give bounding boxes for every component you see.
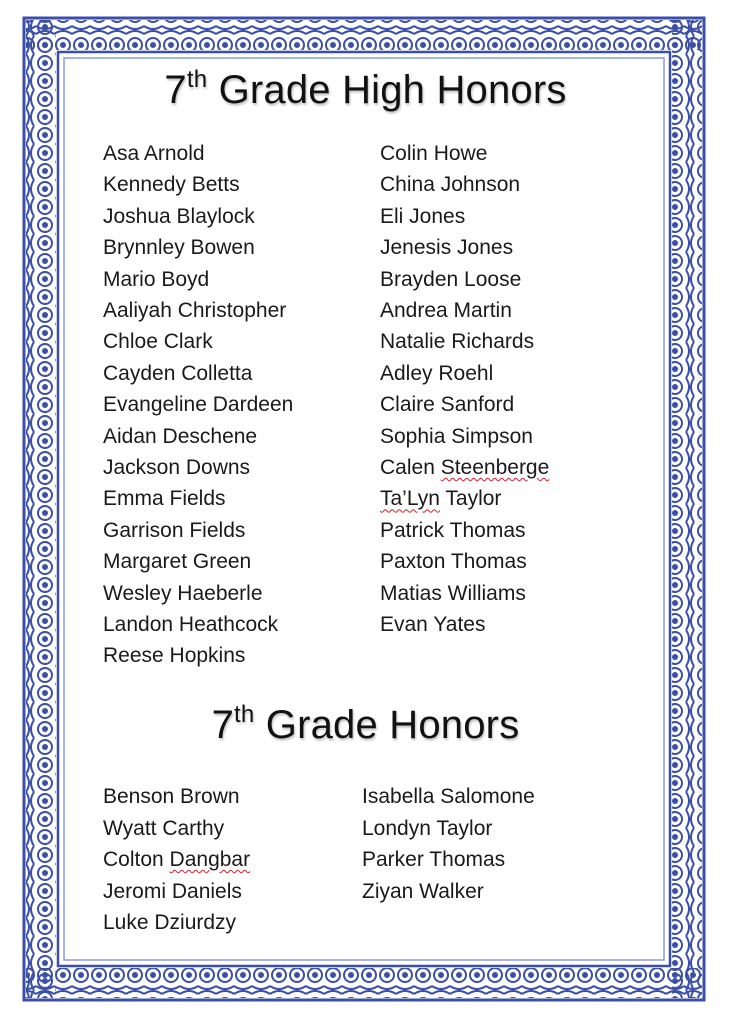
honoree-name: Andrea Martin <box>380 299 512 322</box>
honoree-name: Benson Brown <box>103 785 240 808</box>
honoree-name: Matias Williams <box>380 581 526 605</box>
honoree-name: Wesley Haeberle <box>103 581 263 605</box>
honoree-name: Claire Sanford <box>380 393 515 417</box>
honoree-name: Ziyan Walker <box>362 879 484 903</box>
honoree-name: Landon Heathcock <box>103 613 279 636</box>
honors-title-number: 7 <box>211 703 235 747</box>
honoree-name: Sophia Simpson <box>380 424 533 448</box>
honoree-name: Parker Thomas <box>362 848 506 871</box>
honoree-name: Ta’Lyn Taylor <box>380 487 502 511</box>
honoree-name: Mario Boyd <box>103 267 210 291</box>
honoree-name: Emma Fields <box>103 487 226 511</box>
honoree-name: Chloe Clark <box>103 330 213 354</box>
honors-title <box>0 700 731 748</box>
honoree-name: Jeromi Daniels <box>103 879 242 903</box>
honoree-name: Jenesis Jones <box>380 236 514 260</box>
honors-title-suffix: th <box>234 700 255 728</box>
honoree-name: Garrison Fields <box>103 518 246 542</box>
honoree-name: Colin Howe <box>380 142 488 165</box>
honoree-name: Brynnley Bowen <box>103 236 255 260</box>
honoree-name: Colton Dangbar <box>103 848 251 871</box>
honoree-name: Jackson Downs <box>103 456 251 479</box>
high-honors-title <box>0 65 731 113</box>
honoree-name: Paxton Thomas <box>380 550 527 574</box>
honoree-name: Margaret Green <box>103 550 252 574</box>
honoree-name: Natalie Richards <box>380 330 535 354</box>
honoree-name: Cayden Colletta <box>103 361 253 385</box>
honoree-name: Joshua Blaylock <box>103 204 255 228</box>
honoree-name: Aidan Deschene <box>103 424 258 448</box>
high-honors-title-text: Grade High Honors <box>207 68 567 112</box>
high-honors-title-number: 7 <box>164 68 187 112</box>
honoree-name: Isabella Salomone <box>362 785 535 808</box>
honoree-name: Londyn Taylor <box>362 816 493 840</box>
honoree-name: Wyatt Carthy <box>103 816 225 840</box>
honoree-name: Adley Roehl <box>380 361 494 385</box>
honoree-name: Evangeline Dardeen <box>103 393 294 417</box>
honoree-name: Aaliyah Christopher <box>103 299 287 322</box>
honoree-name: Luke Dziurdzy <box>103 911 237 934</box>
honoree-name: Asa Arnold <box>103 142 205 165</box>
honoree-name: Evan Yates <box>380 613 486 636</box>
honoree-name: Eli Jones <box>380 204 466 228</box>
honoree-name: China Johnson <box>380 173 521 197</box>
high-honors-title-suffix: th <box>186 65 208 93</box>
honoree-name: Kennedy Betts <box>103 173 240 197</box>
honoree-name: Brayden Loose <box>380 267 522 291</box>
honoree-name: Reese Hopkins <box>103 644 246 668</box>
honoree-name: Calen Steenberge <box>380 456 550 479</box>
honoree-name: Patrick Thomas <box>380 518 526 542</box>
honors-title-text: Grade Honors <box>254 703 520 747</box>
